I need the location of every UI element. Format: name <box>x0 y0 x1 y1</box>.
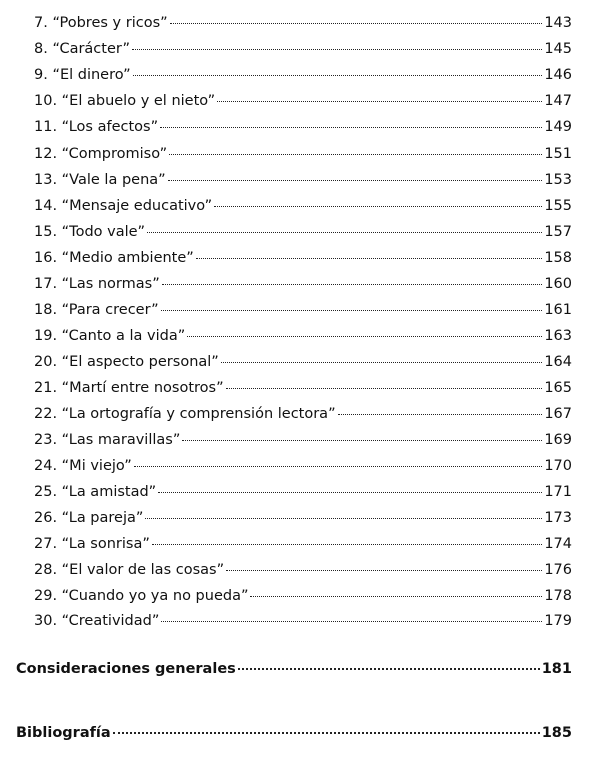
dot-leader <box>338 414 543 415</box>
toc-section-consideraciones <box>16 660 572 678</box>
dot-leader <box>170 23 543 24</box>
toc-entry-20 <box>34 353 572 371</box>
toc-entry-14 <box>34 197 572 215</box>
dot-leader <box>217 101 542 102</box>
dot-leader <box>250 596 542 597</box>
toc-entry-page: 147 <box>544 93 572 109</box>
toc-entry-page: 155 <box>544 198 572 214</box>
dot-leader <box>226 570 542 571</box>
toc-entry-title: 27. “La sonrisa” <box>34 536 150 552</box>
dot-leader <box>238 668 540 670</box>
toc-entry-title: 17. “Las normas” <box>34 276 160 292</box>
toc-entry-title: 10. “El abuelo y el nieto” <box>34 93 216 109</box>
toc-entry-title: 12. “Compromiso” <box>34 146 168 162</box>
dot-leader <box>196 258 543 259</box>
toc-section-page: 185 <box>541 725 572 741</box>
toc-section-title: Bibliografía <box>16 725 111 741</box>
toc-entry-title: 24. “Mi viejo” <box>34 458 132 474</box>
toc-entry-title: 7. “Pobres y ricos” <box>34 15 168 31</box>
toc-entry-page: 174 <box>544 536 572 552</box>
toc-entry-title: 19. “Canto a la vida” <box>34 328 186 344</box>
toc-entry-25 <box>34 483 572 501</box>
dot-leader <box>133 75 543 76</box>
toc-entry-page: 167 <box>544 406 572 422</box>
toc-entry-page: 179 <box>544 613 572 629</box>
dot-leader <box>134 466 543 467</box>
toc-entry-title: 16. “Medio ambiente” <box>34 250 194 266</box>
toc-entry-title: 21. “Martí entre nosotros” <box>34 380 224 396</box>
toc-entry-title: 23. “Las maravillas” <box>34 432 181 448</box>
toc-entry-23 <box>34 431 572 449</box>
toc-entry-title: 20. “El aspecto personal” <box>34 354 219 370</box>
dot-leader <box>187 336 542 337</box>
toc-entry-27 <box>34 535 572 553</box>
toc-entry-page: 151 <box>544 146 572 162</box>
toc-entry-9 <box>34 66 572 84</box>
dot-leader <box>214 206 542 207</box>
toc-entry-17 <box>34 275 572 293</box>
toc-entry-12 <box>34 145 572 163</box>
toc-entry-page: 176 <box>544 562 572 578</box>
toc-entry-page: 161 <box>544 302 572 318</box>
toc-entry-24 <box>34 457 572 475</box>
toc-entry-title: 29. “Cuando yo ya no pueda” <box>34 588 249 604</box>
dot-leader <box>221 362 543 363</box>
toc-entry-title: 11. “Los afectos” <box>34 119 159 135</box>
toc-entry-page: 153 <box>544 172 572 188</box>
dot-leader <box>132 49 542 50</box>
dot-leader <box>226 388 543 389</box>
toc-entry-26 <box>34 509 572 527</box>
toc-entry-title: 30. “Creatividad” <box>34 613 160 629</box>
dot-leader <box>182 440 542 441</box>
toc-entry-page: 160 <box>544 276 572 292</box>
toc-entry-page: 170 <box>544 458 572 474</box>
toc-entry-7 <box>34 14 572 32</box>
toc-entry-page: 178 <box>544 588 572 604</box>
dot-leader <box>113 732 540 734</box>
toc-entry-page: 165 <box>544 380 572 396</box>
toc-entry-title: 22. “La ortografía y comprensión lectora” <box>34 406 336 422</box>
dot-leader <box>161 621 542 622</box>
toc-entry-page: 163 <box>544 328 572 344</box>
toc-entry-title: 28. “El valor de las cosas” <box>34 562 225 578</box>
toc-entry-page: 143 <box>544 15 572 31</box>
dot-leader <box>145 518 542 519</box>
dot-leader <box>158 492 542 493</box>
toc-entry-19 <box>34 327 572 345</box>
toc-entry-title: 25. “La amistad” <box>34 484 157 500</box>
dot-leader <box>160 127 542 128</box>
toc-entry-page: 158 <box>544 250 572 266</box>
toc-entry-16 <box>34 249 572 267</box>
toc-entry-11 <box>34 118 572 136</box>
toc-entry-page: 171 <box>544 484 572 500</box>
toc-entry-title: 15. “Todo vale” <box>34 224 146 240</box>
dot-leader <box>162 284 543 285</box>
toc-entry-30 <box>34 612 572 630</box>
toc-entry-title: 18. “Para crecer” <box>34 302 159 318</box>
toc-entry-title: 14. “Mensaje educativo” <box>34 198 213 214</box>
dot-leader <box>152 544 542 545</box>
toc-entry-title: 13. “Vale la pena” <box>34 172 166 188</box>
toc-section-bibliografia <box>16 724 572 742</box>
toc-entry-page: 157 <box>544 224 572 240</box>
dot-leader <box>169 154 542 155</box>
toc-entry-title: 8. “Carácter” <box>34 41 130 57</box>
dot-leader <box>147 232 542 233</box>
toc-section-title: Consideraciones generales <box>16 661 236 677</box>
toc-entry-page: 146 <box>544 67 572 83</box>
toc-entry-15 <box>34 223 572 241</box>
toc-entry-8 <box>34 40 572 58</box>
toc-entry-28 <box>34 561 572 579</box>
toc-entry-page: 145 <box>544 41 572 57</box>
dot-leader <box>161 310 543 311</box>
toc-entry-page: 164 <box>544 354 572 370</box>
toc-entry-18 <box>34 301 572 319</box>
toc-entry-10 <box>34 92 572 110</box>
toc-entry-title: 9. “El dinero” <box>34 67 131 83</box>
toc-entry-13 <box>34 171 572 189</box>
dot-leader <box>168 180 543 181</box>
toc-entry-page: 169 <box>544 432 572 448</box>
toc-entry-title: 26. “La pareja” <box>34 510 144 526</box>
toc-section-page: 181 <box>541 661 572 677</box>
toc-entry-page: 149 <box>544 119 572 135</box>
toc-entry-29 <box>34 587 572 605</box>
toc-entry-22 <box>34 405 572 423</box>
toc-entry-21 <box>34 379 572 397</box>
toc-entry-page: 173 <box>544 510 572 526</box>
